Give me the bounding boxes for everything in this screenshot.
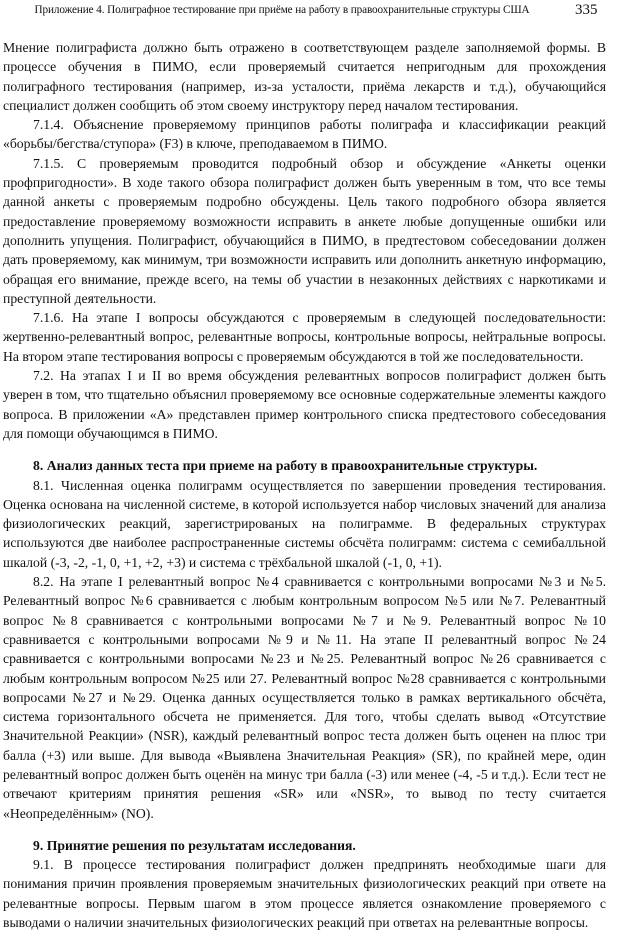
section-heading-8: 8. Анализ данных теста при приеме на работу в правоохранительные структуры. [33, 458, 538, 474]
page-body [3, 38, 606, 932]
page-number: 335 [575, 2, 598, 18]
paragraph-9-1: 9.1. В процессе тестирования полиграфист должен предпринять необходимые шаги для понимания причин проявления проверяемым значительных физиологических реакций при ответе на релевантные вопросы. Первым шагом в этом процессе является ознакомление проверяемого с выводами о наличии значительных физиологических реакций при ответах на релевантные вопросы. [3, 857, 606, 931]
paragraph-opinion: Мнение полиграфиста должно быть отражено в соответствующем разделе заполняемой формы. В процессе обучения в ПИМО, если проверяемый считается непригодным для прохождения полиграфного тестирования (например, из-за усталости, приёма лекарств и т.д.), обучающийся специалист должен сообщить об этом своему инструктору перед началом тестирования. [3, 40, 606, 113]
paragraph-8-1: 8.1. Численная оценка полиграмм осуществляется по завершении проведения тестирования. Оценка основана на численной системе, в которой используется набор числовых значений для анализа физиологических реакций, зарегистрированых на полиграмме. В федеральных структурах используются две наиболее распространенные системы обсчёта полиграмм: система с семибалльной шкалой (-3, -2, -1, 0, +1, +2, +3) и система с трёхбальной шкалой (-1, 0, +1). [3, 477, 606, 570]
spacer [3, 823, 606, 836]
paragraph-7-1-6: 7.1.6. На этапе I вопросы обсуждаются с проверяемым в следующей последовательности: жертвенно-релевантный вопрос, релевантные вопросы, контрольные вопросы, нейтральные вопросы. На втором этапе тестирования вопросы с проверяемым обсуждаются в той же последовательности. [3, 310, 606, 364]
spacer [3, 443, 606, 456]
paragraph-7-1-5: 7.1.5. С проверяемым проводится подробный обзор и обсуждение «Анкеты оценки профпригодности». В ходе такого обзора полиграфист должен быть уверенным в том, что все темы данной анкеты с проверяемым подробно обсуждены. Цель такого подробного обзора является предоставление проверяемому возможности исправить в анкете любые допущенные ошибки или дополнить упущения. Полиграфист, обучающийся в ПИМО, в предтестовом собеседовании должен дать проверяемому, как минимум, три возможности исправить или дополнить анкетную информацию, обращая его внимание, прежде всего, на темы об участии в незаконных действиях с наркотиками и преступной деятельности. [3, 155, 606, 306]
paragraph-8-2: 8.2. На этапе I релевантный вопрос №4 сравнивается с контрольными вопросами №3 и №5. Релевантный вопрос №6 сравнивается с любым контрольным вопросом №5 или №7. Релевантный вопрос №8 сравнивается с контрольными вопросами №7 и №9. Релевантный вопрос №10 сравнивается с контрольными вопросами №9 и №11. На этапе II релевантный вопрос №24 сравнивается с контрольными вопросами №23 и №25. Релевантный вопрос №26 сравнивается с любым контрольным вопросом №25 или 27. Релевантный вопрос №28 сравнивается с контрольными вопросами №27 и №29. Оценка данных осуществляется только в рамках вертикального обсчёта, система горизонтального обсчета не применяется. Для того, чтобы сделать вывод «Отсутствие Значительной Реакции» (NSR), каждый релевантный вопрос теста должен быть оценен на плюс три балла (+3) или выше. Для вывода «Выявлена Значительная Реакция» (SR), по крайней мере, один релевантный вопрос должен быть оценён на минус три балла (-3) или менее (-4, -5 и т.д.). Если тест не отвечают критериям принятия решения «SR» или «NSR», то вывод по тесту считается «Неопределённым» (NO). [3, 574, 606, 821]
paragraph-7-1-4: 7.1.4. Объяснение проверяемому принципов работы полиграфа и классификации реакций «борьбы/бегства/ступора» (F3) в ключе, преподаваемом в ПИМО. [3, 117, 606, 152]
paragraph-7-2: 7.2. На этапах I и II во время обсуждения релевантных вопросов полиграфист должен быть уверен в том, что тщательно объяснил проверяемому все основные содержательные элементы каждого вопроса. В приложении «А» представлен пример контрольного списка предтестового собеседования для помощи обучающимся в ПИМО. [3, 368, 606, 441]
running-header: Приложение 4. Полиграфное тестирование при приёме на работу в правоохранительные структуры США [34, 4, 530, 16]
section-heading-9: 9. Принятие решения по результатам исследования. [33, 837, 356, 853]
